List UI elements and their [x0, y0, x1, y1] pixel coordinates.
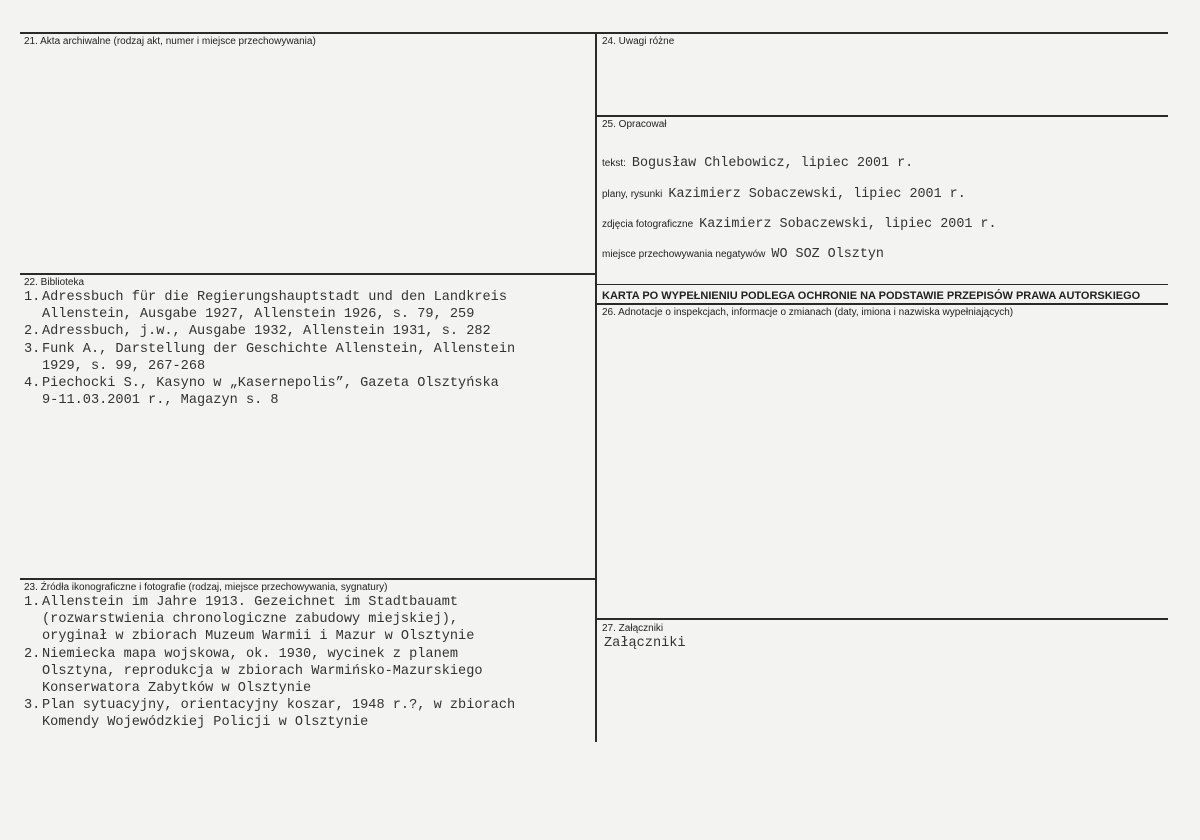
section-27-label: 27. Załączniki [602, 623, 664, 634]
top-border-line [20, 32, 1168, 34]
divider-line-notice [597, 284, 1168, 285]
divider-line-23 [20, 578, 597, 580]
list-item: 4. Piechocki S., Kasyno w „Kasernepolis”, Gazeta Olsztyńska 9-11.03.2001 r., Magazyn s. 8 [24, 376, 499, 409]
section-26-label: 26. Adnotacje o inspekcjach, informacje o zmianach (daty, imiona i nazwiska wypełniających) [602, 307, 1014, 318]
author-text-value: Bogusław Chlebowicz, lipiec 2001 r. [631, 156, 914, 171]
author-text-label: tekst: [602, 158, 626, 169]
author-photos-value: Kazimierz Sobaczewski, lipiec 2001 r. [699, 217, 997, 232]
section-25-label: 25. Opracował [602, 119, 667, 130]
author-plans-row [602, 187, 966, 202]
author-plans-label: plany, rysunki [602, 189, 663, 200]
section-24-label: 24. Uwagi różne [602, 36, 675, 47]
divider-line-22 [20, 273, 597, 275]
negatives-value: WO SOZ Olsztyn [771, 247, 884, 262]
divider-line-25 [597, 115, 1168, 117]
list-item: 1. Adressbuch für die Regierungshauptstadt und den Landkreis Allenstein, Ausgabe 1927, Allenstein 1926, s. 79, 259 [24, 290, 507, 323]
list-item: 2. Niemiecka mapa wojskowa, ok. 1930, wycinek z planem Olsztyna, reprodukcja w zbiorach Warmińsko-Mazurskiego Konserwatora Zabytków w Olsztynie [24, 646, 483, 697]
list-item: 1. Allenstein im Jahre 1913. Gezeichnet im Stadtbauamt (rozwarstwienia chronologiczne zabudowy miejskiej), oryginał w zbiorach Muzeum Warmii i Mazur w Olsztynie [24, 595, 475, 645]
author-plans-value: Kazimierz Sobaczewski, lipiec 2001 r. [668, 187, 966, 202]
center-divider-line [595, 32, 597, 742]
section-23-label: 23. Źródła ikonograficzne i fotografie (rodzaj, miejsce przechowywania, sygnatury) [24, 582, 388, 593]
author-photos-label: zdjęcia fotograficzne [602, 219, 694, 230]
attachments-value: Załączniki [604, 636, 686, 651]
negatives-label: miejsce przechowywania negatywów [602, 249, 766, 260]
author-photos-row [602, 217, 997, 232]
divider-line-27 [597, 618, 1168, 620]
list-item: 2. Adressbuch, j.w., Ausgabe 1932, Allenstein 1931, s. 282 [24, 324, 491, 340]
author-text-row [602, 156, 913, 171]
list-item: 3. Plan sytuacyjny, orientacyjny koszar, 1948 r.?, w zbiorach Komendy Wojewódzkiej Policji w Olsztynie [24, 698, 516, 731]
library-list [24, 289, 515, 409]
copyright-notice: KARTA PO WYPEŁNIENIU PODLEGA OCHRONIE NA PODSTAWIE PRZEPISÓW PRAWA AUTORSKIEGO [602, 290, 1141, 302]
iconography-list [24, 594, 515, 732]
divider-line-26 [597, 303, 1168, 305]
negatives-row [602, 247, 884, 262]
section-21-label: 21. Akta archiwalne (rodzaj akt, numer i miejsce przechowywania) [24, 36, 316, 47]
list-item: 3. Funk A., Darstellung der Geschichte Allenstein, Allenstein 1929, s. 99, 267-268 [24, 341, 516, 374]
section-22-label: 22. Biblioteka [24, 277, 85, 288]
